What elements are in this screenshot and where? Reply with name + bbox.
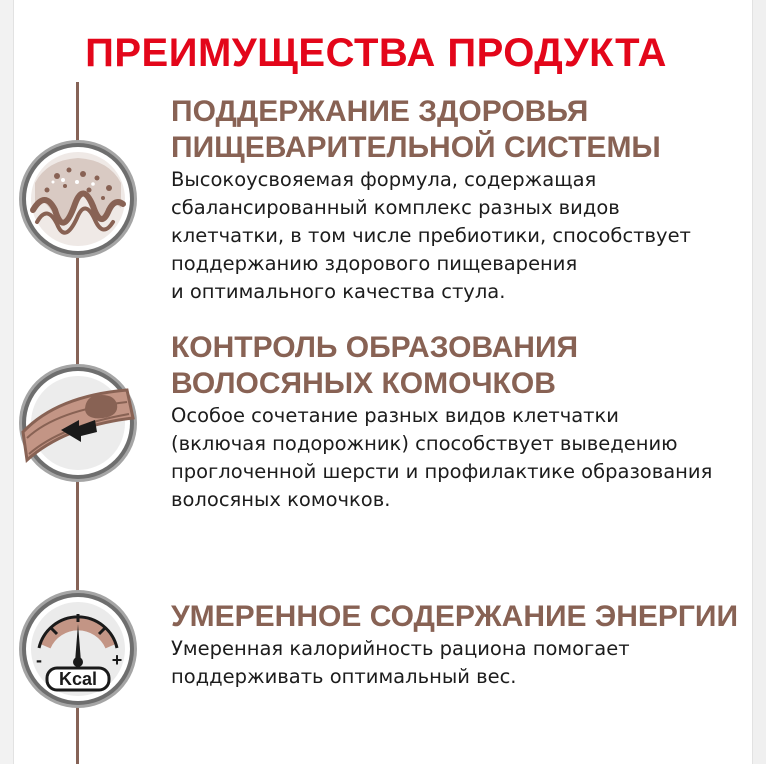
kcal-plus: +: [111, 650, 123, 670]
kcal-gauge-icon: [17, 588, 139, 710]
benefit-text: Особое сочетание разных видов клетчатки (включая подорожник) способствует выведению проглоченной шерсти и профилактике образования волосяных комочков.: [171, 404, 713, 511]
digestive-system-icon: [17, 138, 139, 260]
left-divider: [13, 0, 14, 764]
benefit-digestive: [171, 94, 756, 306]
benefit-hairball: [171, 330, 756, 514]
kcal-minus: -: [36, 650, 42, 670]
page-title: ПРЕИМУЩЕСТВА ПРОДУКТА: [85, 30, 667, 75]
left-page-edge: [0, 0, 14, 764]
benefit-heading: УМЕРЕННОЕ СОДЕРЖАНИЕ ЭНЕРГИИ: [171, 600, 739, 633]
benefit-heading: ПОДДЕРЖАНИЕ ЗДОРОВЬЯ ПИЩЕВАРИТЕЛЬНОЙ СИСТЕМЫ: [171, 95, 661, 164]
kcal-label: Kcal: [58, 669, 98, 689]
hairball-control-icon: [17, 362, 139, 484]
benefit-text: Умеренная калорийность рациона помогает поддерживать оптимальный вес.: [171, 637, 630, 688]
benefit-text: Высокоусвояемая формула, содержащая сбалансированный комплекс разных видов клетчатки, в том числе пребиотики, способствует поддержанию здорового пищеварения и оптимального качества стула.: [171, 168, 691, 303]
benefit-heading: КОНТРОЛЬ ОБРАЗОВАНИЯ ВОЛОСЯНЫХ КОМОЧКОВ: [171, 331, 579, 400]
benefit-energy: [171, 599, 756, 691]
